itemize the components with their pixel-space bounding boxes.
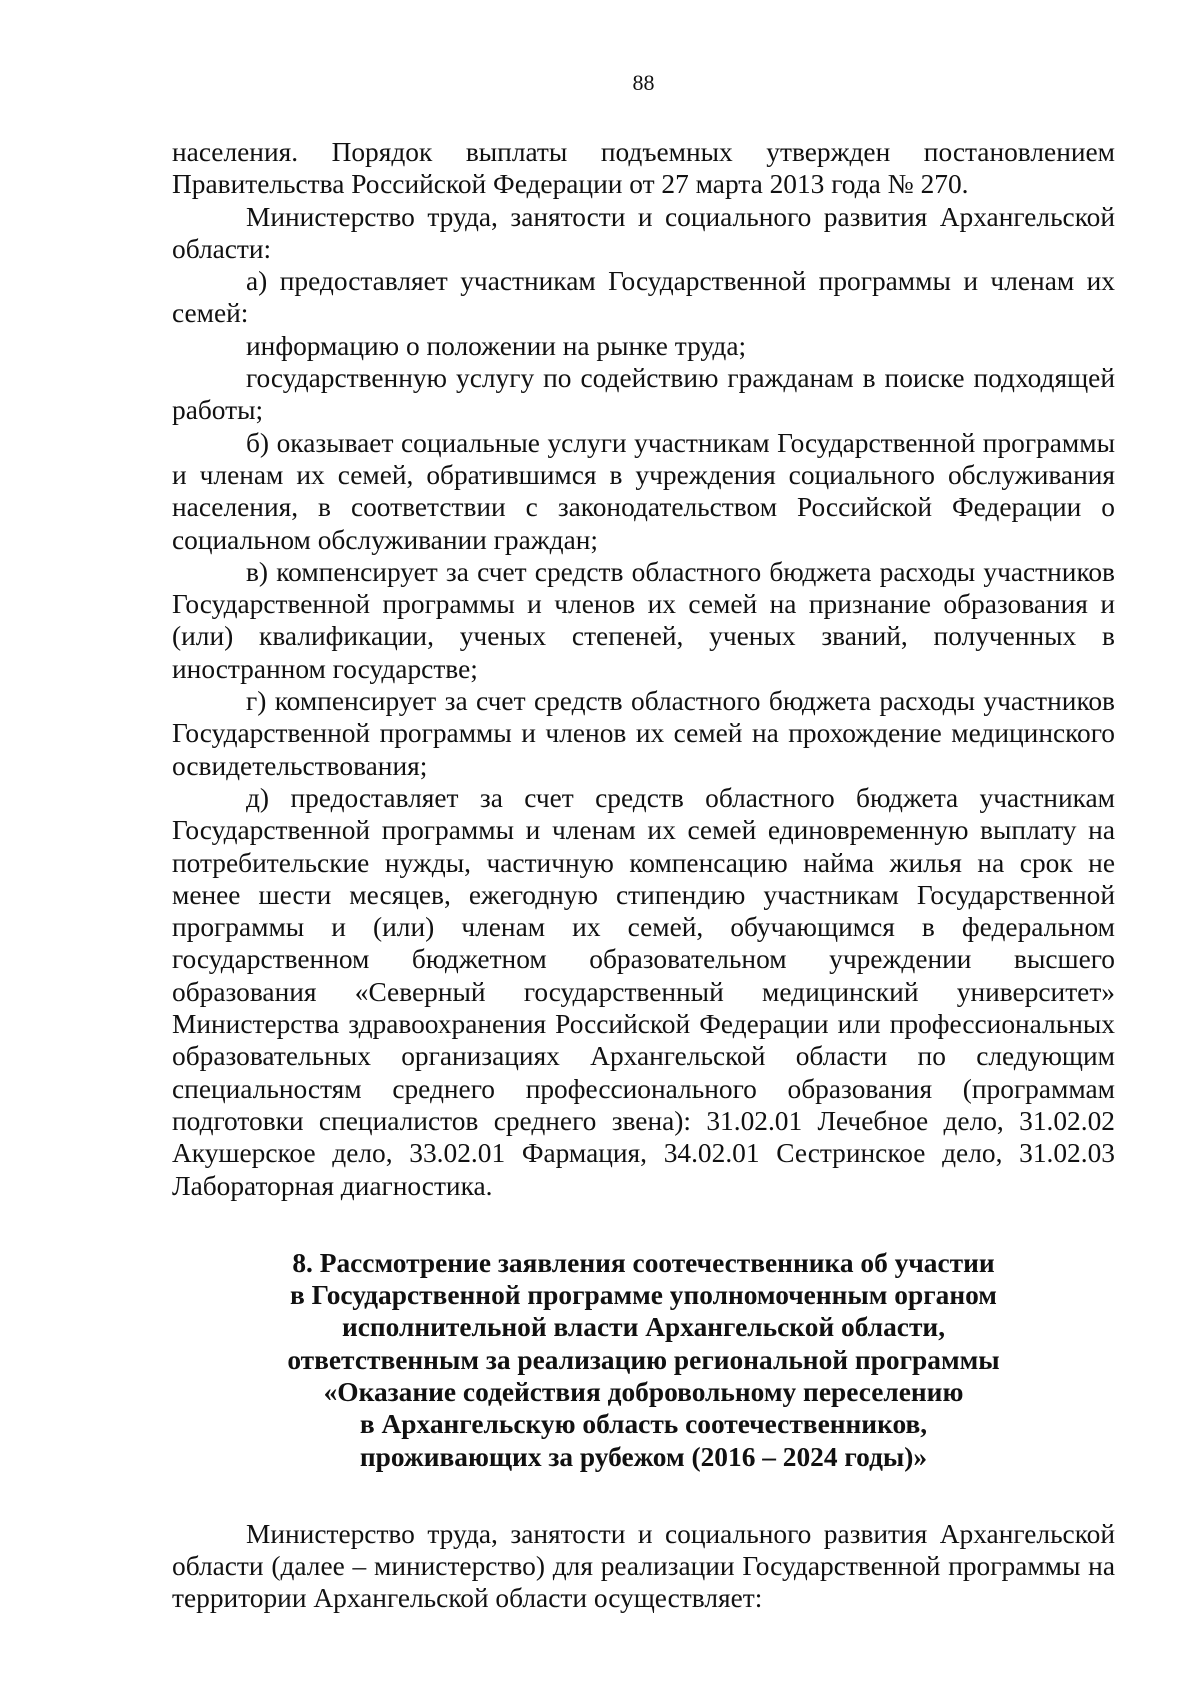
paragraph-ministry-intro: Министерство труда, занятости и социального развития Архангельской области: [172, 201, 1115, 264]
paragraph-item-a: а) предоставляет участникам Государственной программы и членам их семей: [172, 266, 1115, 329]
paragraph-item-v: в) компенсирует за счет средств областного бюджета расходы участников Государственной программы и членов их семей на признание образования и (или) квалификации, ученых степеней, ученых званий, полученных в иностранном государстве; [172, 556, 1115, 684]
paragraph-labor-market-info: информацию о положении на рынке труда; [246, 330, 747, 361]
paragraph-item-b: б) оказывает социальные услуги участникам Государственной программы и членам их семей, обратившимся в учреждения социального обслуживания населения, в соответствии с законодательством Российской Федерации о социальном обслуживании граждан; [172, 427, 1115, 555]
paragraph-item-g: г) компенсирует за счет средств областного бюджета расходы участников Государственной программы и членов их семей на прохождение медицинского освидетельствования; [172, 686, 1115, 781]
paragraph-continuation: населения. Порядок выплаты подъемных утвержден постановлением Правительства Российской Федерации от 27 марта 2013 года № 270. [172, 137, 1115, 200]
section-heading [172, 1247, 1115, 1473]
paragraph-ministry-implementation: Министерство труда, занятости и социального развития Архангельской области (далее – министерство) для реализации Государственной программы на территории Архангельской области осуществляет: [172, 1518, 1115, 1614]
paragraph-job-search-service: государственную услугу по содействию гражданам в поиске подходящей работы; [172, 363, 1115, 426]
heading-line: 8. Рассмотрение заявления соотечественника об участии [292, 1247, 995, 1278]
page-number: 88 [632, 70, 655, 95]
heading-line: «Оказание содействия добровольному переселению [323, 1376, 964, 1407]
heading-line: исполнительной власти Архангельской области, [341, 1312, 946, 1343]
heading-line: в Архангельскую область соотечественников, [359, 1409, 928, 1440]
heading-line: в Государственной программе уполномоченным органом [290, 1280, 997, 1311]
document-page [172, 70, 1115, 1615]
heading-line: ответственным за реализацию региональной программы [287, 1344, 1000, 1375]
heading-line: проживающих за рубежом (2016 – 2024 годы)» [359, 1441, 928, 1472]
paragraph-item-d: д) предоставляет за счет средств областного бюджета участникам Государственной программы и членам их семей единовременную выплату на потребительские нужды, частичную компенсацию найма жилья на срок не менее шести месяцев, ежегодную стипендию участникам Государственной программы и (или) членам их семей, обучающимся в федеральном государственном бюджетном образовательном учреждении высшего образования «Северный государственный медицинский университет» Министерства здравоохранения Российской Федерации или профессиональных образовательных организациях Архангельской области по следующим специальностям среднего профессионального образования (программам подготовки специалистов среднего звена): 31.02.01 Лечебное дело, 31.02.02 Акушерское дело, 33.02.01 Фармация, 34.02.01 Сестринское дело, 31.02.03 Лабораторная диагностика. [172, 782, 1115, 1201]
